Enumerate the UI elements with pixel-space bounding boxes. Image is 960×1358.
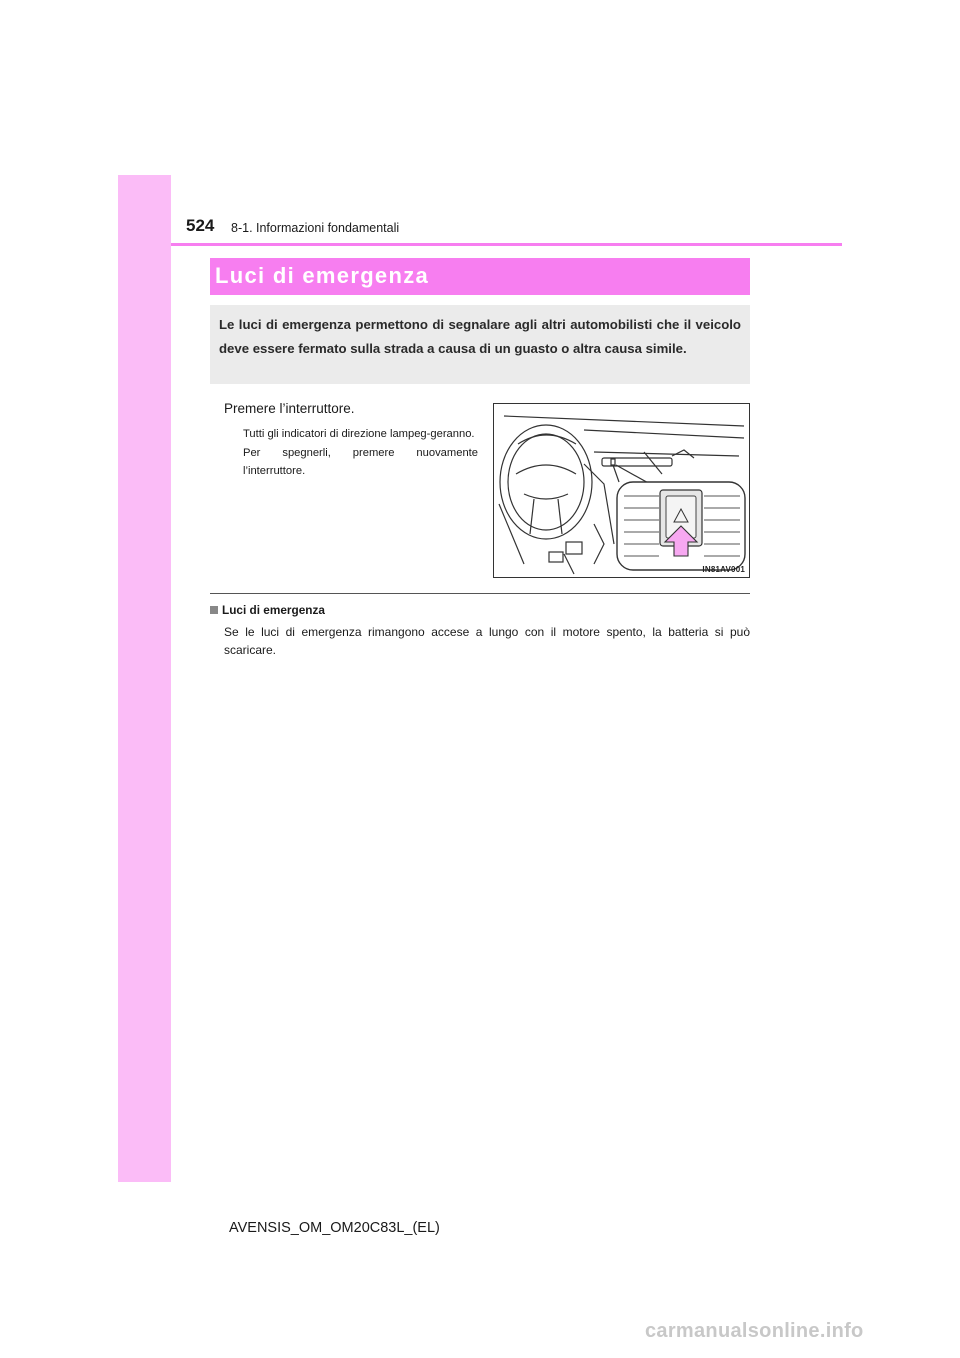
page-number: 524 [186,216,215,235]
watermark: carmanualsonline.info [645,1320,864,1342]
steering-wheel-outer [500,425,592,539]
header-rule [171,243,842,246]
instruction-detail-line: Tutti gli indicatori di direzione lampeg-geranno. [243,428,475,440]
note-body: Se le luci di emergenza rimangono accese a lungo con il motore spento, la batteria si può scaricare. [224,625,750,657]
steering-wheel-inner [508,434,584,530]
page-title: Luci di emergenza [215,263,430,288]
note-divider [210,593,750,594]
square-bullet-icon [210,606,218,614]
instruction-detail [243,425,478,481]
figure-code: IN81AV001 [702,565,745,574]
instruction-step: Premere l’interruttore. [224,401,355,416]
instruction-detail-line: Per spegnerli, premere nuovamente l’interruttore. [243,446,478,477]
dashboard-illustration [493,403,750,578]
side-band [118,175,171,1182]
note-heading [210,603,325,617]
note-heading-text: Luci di emergenza [222,603,325,617]
section-reference: 8-1. Informazioni fondamentali [231,221,400,235]
footer-code: AVENSIS_OM_OM20C83L_(EL) [229,1220,440,1236]
intro-text: Le luci di emergenza permettono di segnalare agli altri automobilisti che il veicolo deve essere fermato sulla strada a causa di un guasto o altra causa simile. [219,317,741,356]
dashboard-drawing [494,404,749,577]
